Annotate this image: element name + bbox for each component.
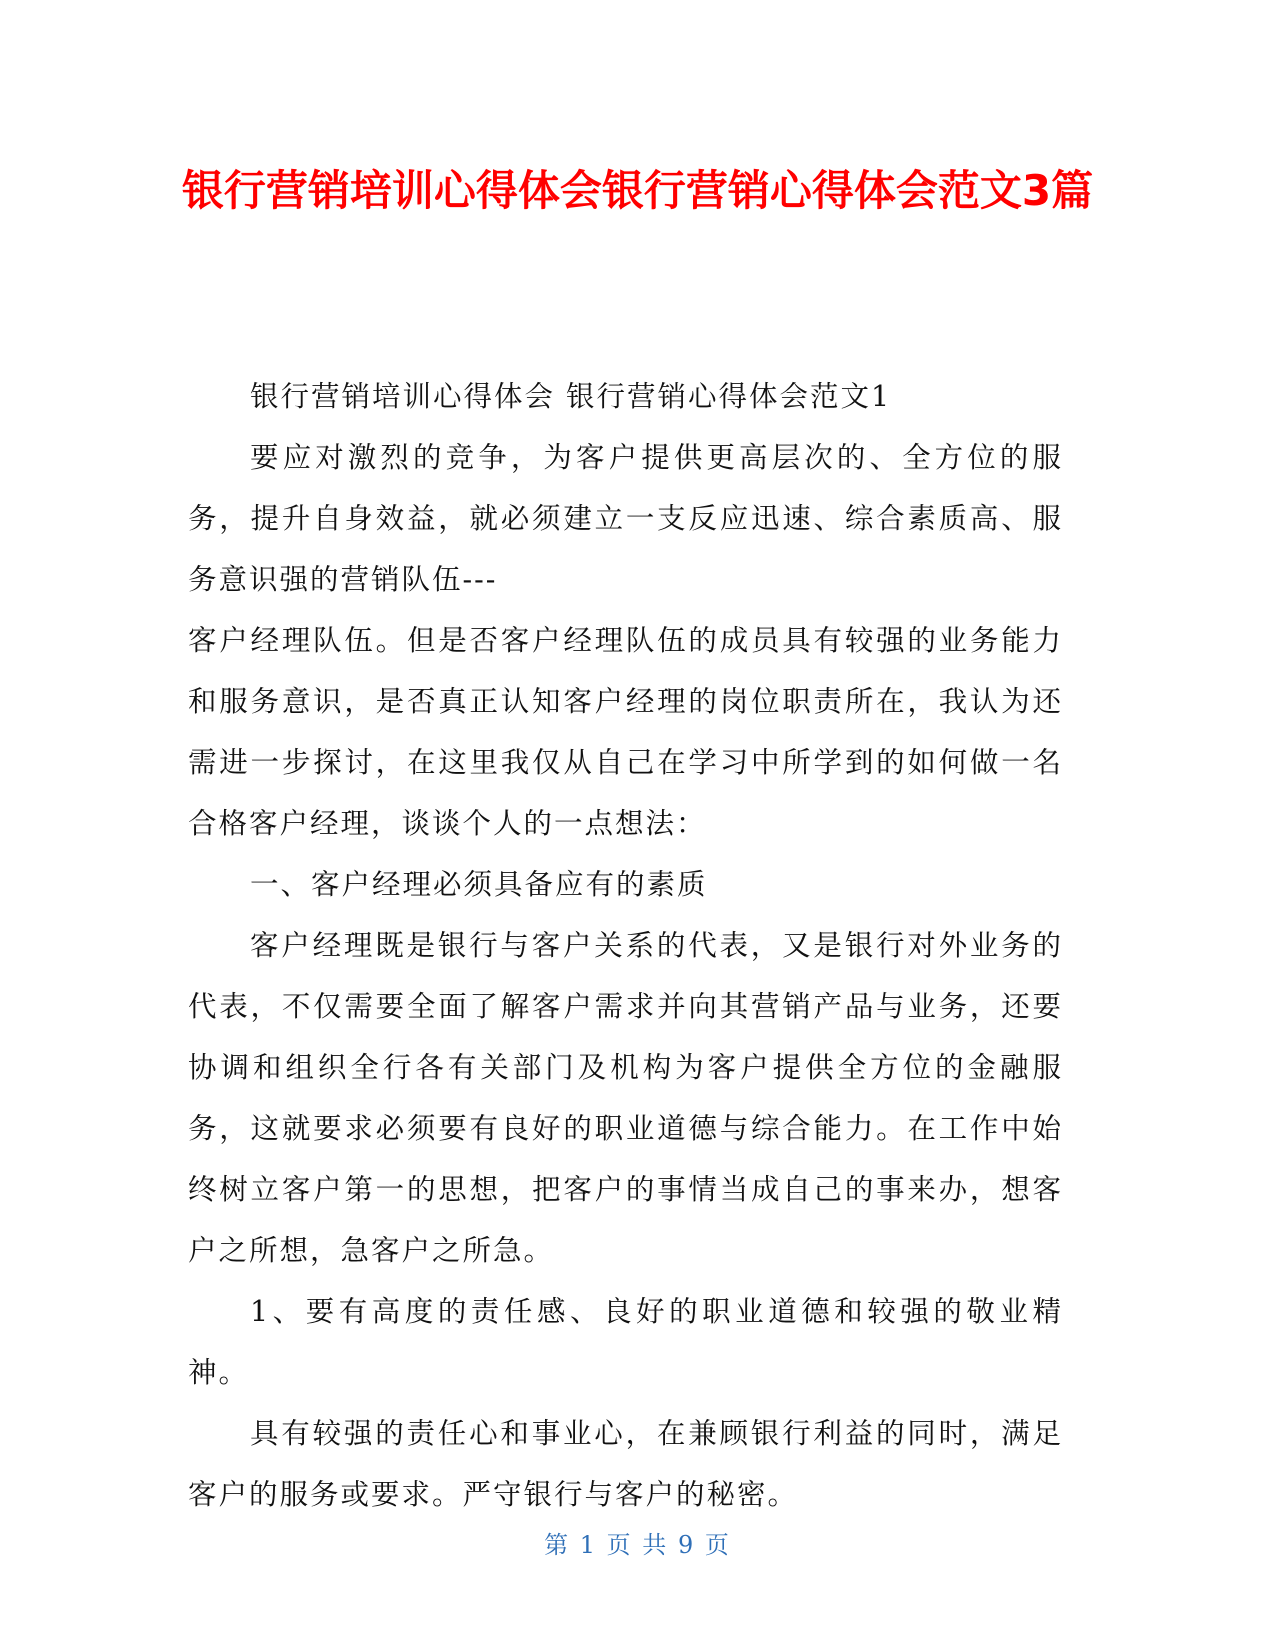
- page-number-footer: 第 1 页 共 9 页: [544, 1531, 731, 1559]
- paragraph: 要应对激烈的竞争，为客户提供更高层次的、全方位的服务，提升自身效益，就必须建立一支反应迅速、综合素质高、服务意识强的营销队伍---: [188, 441, 1063, 596]
- list-item-heading: 1、要有高度的责任感、良好的职业道德和较强的敬业精神。: [188, 1295, 1063, 1389]
- paragraph-subtitle: 银行营销培训心得体会 银行营销心得体会范文1: [250, 380, 892, 413]
- paragraph: 具有较强的责任心和事业心，在兼顾银行利益的同时，满足客户的服务或要求。严守银行与客户的秘密。: [188, 1417, 1063, 1511]
- document-title: 银行营销培训心得体会银行营销心得体会范文3篇: [181, 166, 1094, 215]
- paragraph: 客户经理队伍。但是否客户经理队伍的成员具有较强的业务能力和服务意识，是否真正认知客户经理的岗位职责所在，我认为还需进一步探讨，在这里我仅从自己在学习中所学到的如何做一名合格客户经理，谈谈个人的一点想法：: [188, 624, 1063, 840]
- paragraph: 客户经理既是银行与客户关系的代表，又是银行对外业务的代表，不仅需要全面了解客户需求并向其营销产品与业务，还要协调和组织全行各有关部门及机构为客户提供全方位的金融服务，这就要求必须要有良好的职业道德与综合能力。在工作中始终树立客户第一的思想，把客户的事情当成自己的事来办，想客户之所想，急客户之所急。: [188, 929, 1063, 1267]
- document-body: [188, 366, 1063, 1525]
- section-heading: 一、客户经理必须具备应有的素质: [250, 868, 708, 901]
